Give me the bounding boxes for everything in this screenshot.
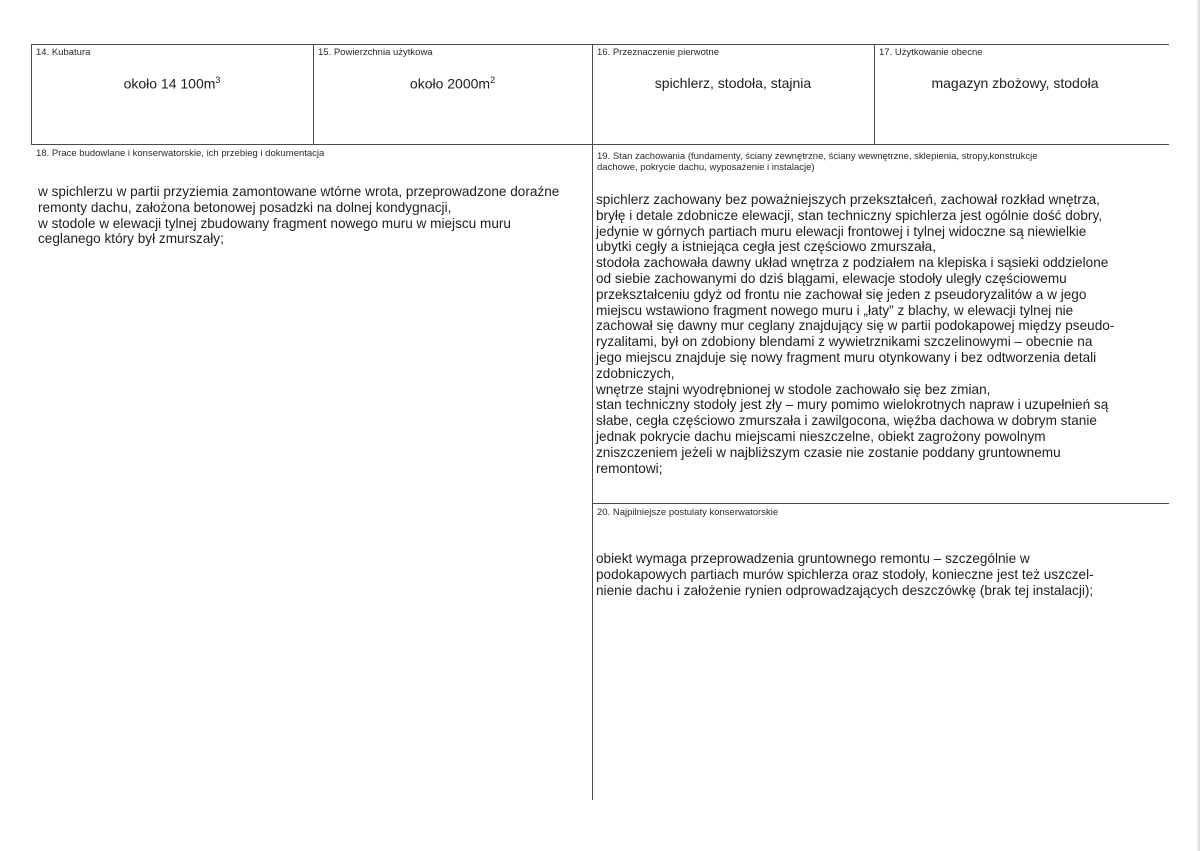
- left-border: [31, 44, 32, 145]
- field-14-value-text: około 14 100m: [123, 75, 216, 92]
- field-15-label: 15. Powierzchnia użytkowa: [318, 47, 433, 58]
- field-20-text: obiekt wymaga przeprowadzenia gruntownego remontu – szczególnie w podokapowych partiach murów spichlerza oraz stodoły, konieczne jest też uszczel- nienie dachu i założenie rynien odprowadzających deszczówkę (brak tej instalacji);: [596, 551, 1094, 598]
- row-divider: [31, 144, 1169, 145]
- field-14-value-sup: 3: [215, 75, 221, 85]
- field-15-value-text: około 2000m: [409, 75, 491, 92]
- field-17-label: 17. Użytkowanie obecne: [879, 47, 983, 58]
- field-14-label: 14. Kubatura: [36, 47, 91, 58]
- field-16-label: 16. Przeznaczenie pierwotne: [597, 47, 719, 58]
- field-15-value: [313, 75, 592, 92]
- col-divider-3: [874, 44, 875, 145]
- field-16-value: spichlerz, stodoła, stajnia: [654, 75, 812, 91]
- section-20-divider: [592, 503, 1169, 504]
- col-divider-main: [592, 44, 593, 800]
- field-19-label-line2: dachowe, pokrycie dachu, wyposażenie i instalacje): [597, 162, 815, 173]
- col-divider-1: [313, 44, 314, 145]
- field-18-label: 18. Prace budowlane i konserwatorskie, ich przebieg i dokumentacja: [36, 148, 325, 159]
- field-15-value-sup: 2: [490, 75, 496, 85]
- top-border: [31, 44, 1169, 45]
- scan-edge-shadow: [1196, 0, 1200, 851]
- field-20-label: 20. Najpilniejsze postulaty konserwatorskie: [597, 507, 779, 518]
- field-19-label-line1: 19. Stan zachowania (fundamenty, ściany zewnętrzne, ściany wewnętrzne, sklepienia, stropy,konstrukcje: [597, 151, 1038, 162]
- field-18-text: w spichlerzu w partii przyziemia zamontowane wtórne wrota, przeprowadzone doraźne remonty dachu, założona betonowej posadzki na dolnej kondygnacji, w stodole w elewacji tylnej zbudowany fragment nowego muru w miejscu muru ceglanego który był zmurszały;: [38, 184, 560, 247]
- field-14-value: [31, 75, 313, 92]
- field-19-text: spichlerz zachowany bez poważniejszych przekształceń, zachował rozkład wnętrza, bryłę i detale zdobnicze elewacji, stan techniczny spichlerza jest ogólnie dość dobry, jedynie w górnych partiach muru elewacji frontowej i tylnej widoczne są niewielkie ubytki cegły a istniejąca cegła jest częściowo zmurszała, stodoła zachowała dawny układ wnętrza z podziałem na klepiska i sąsieki oddzielone od siebie zachowanymi do dziś blągami, elewacje stodoły uległy częściowemu przekształceniu gdyż od frontu nie zachował się jeden z pseudoryzalitów a w jego miejscu wstawiono fragment nowego muru i „łaty” z blachy, w elewacji tylnej nie zachował się dawny mur ceglany znajdujący się w partii podokapowej między pseudo- ryzalitami, był on zdobiony blendami z wywietrznikami szczelinowymi – obecnie na jego miejscu znajduje się nowy fragment muru otynkowany i bez odtworzenia detali zdobniczych, wnętrze stajni wyodrębnionej w stodole zachowało się bez zmian, stan techniczny stodoły jest zły – mury pomimo wielokrotnych napraw i uzupełnień są słabe, cegła częściowo zmurszała i zawilgocona, więźba dachowa w dobrym stanie jednak pokrycie dachu miejscami nieszczelne, obiekt zagrożony powolnym zniszczeniem jeżeli w najbliższym czasie nie zostanie poddany gruntownemu remontowi;: [596, 192, 1115, 476]
- field-17-value: magazyn zbożowy, stodoła: [931, 75, 1099, 91]
